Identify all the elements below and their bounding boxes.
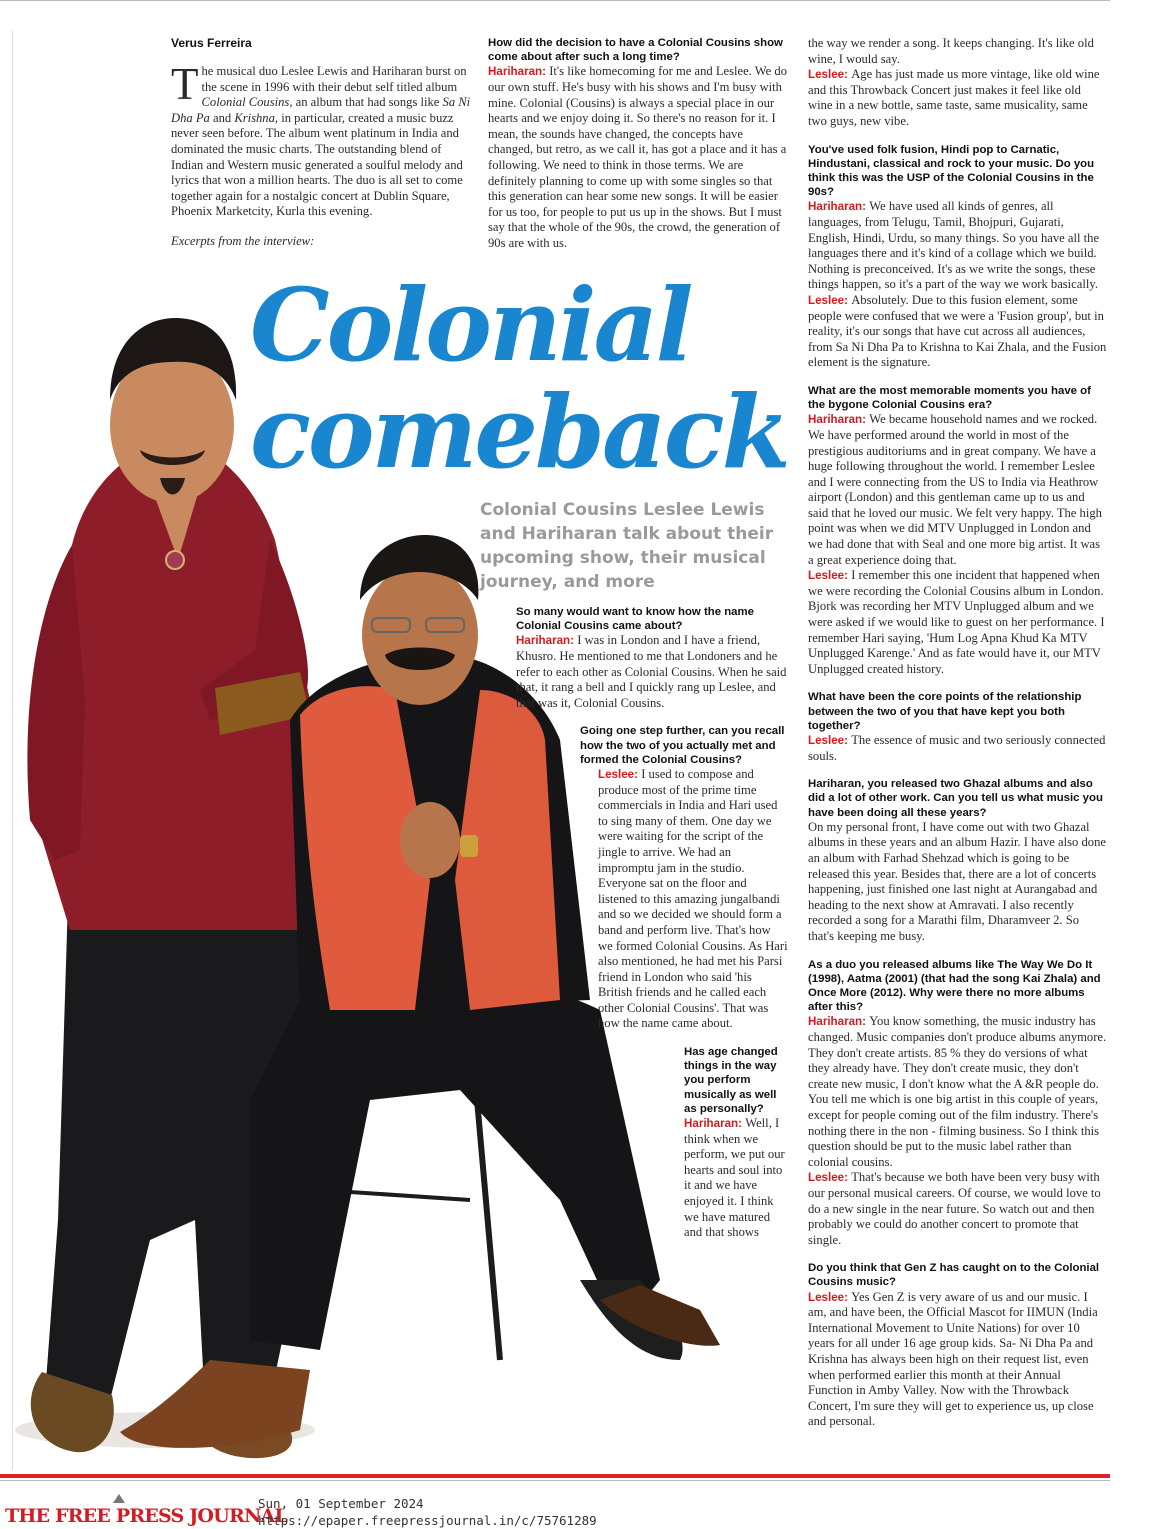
footer-meta (258, 1495, 597, 1529)
answer-text: You know something, the music industry has changed. Music companies don't produce albums anymore. They don't create artists. 85 % they do versions of what they already have. They don't create music, they don't create new music, I don't know what the A &R people do. You tell me which is one big artist in this couple of years, except for people coming out of the film industry. There's nothing there in the non - filming business. So I think this question should be put to the music label rather than colonial cousins. (808, 1014, 1107, 1169)
paragraph: the way we render a song. It keeps changing. It's like old wine, I would say. (808, 36, 1094, 66)
answer-text: I was in London and I have a friend, Khusro. He mentioned to me that Londoners and he refer to each other as Colonial Cousins. When he said that, it rang a bell and I quickly rang up Leslee, and that was it, Colonial Cousins. (516, 633, 787, 710)
question: Hariharan, you released two Ghazal albums and also did a lot of other work. Can you tell us what music you have been doing all these years? (808, 778, 1103, 819)
question: As a duo you released albums like The Way We Do It (1998), Aatma (2001) (that had the song Kai Zhala) and Once More (2012). Why were there no more albums after this? (808, 958, 1101, 1014)
question: Do you think that Gen Z has caught on to the Colonial Cousins music? (808, 1262, 1100, 1289)
answer-text: The essence of music and two seriously connected souls. (808, 733, 1106, 763)
answer-text: I used to compose and produce most of the prime time commercials in India and Hari used to sing many of them. One day we were waiting for the script of the jingle to arrive. We had an impromptu jam in the studio. Everyone sat on the floor and listened to this amazing jungalbandi and so we decided we should form a band and perform live. That's how we formed Colonial Cousins. As Hari also mentioned, he had met his Parsi friend in London who said 'his British friends and he called each other Colonial Cousins'. That was how the name came about. (598, 766, 788, 1031)
answer (808, 293, 1108, 371)
question: You've used folk fusion, Hindi pop to Carnatic, Hindustani, classical and rock to your music. Do you think this was the USP of the Colonial Cousins in the 90s? (808, 143, 1095, 199)
answer (808, 412, 1108, 568)
speaker-label: Leslee: (808, 1171, 852, 1185)
footer-rule (0, 1474, 1110, 1478)
speaker-label: Leslee: (598, 767, 642, 781)
speaker-label: Hariharan: (488, 65, 550, 79)
excerpts-label: Excerpts from the interview: (171, 233, 315, 248)
answer-text: We have used all kinds of genres, all languages, from Telugu, Tamil, Bhojpuri, Gujarati, English, Hindi, Urdu, so many things. So you have all the languages there and it's kind of a collage which we build. Nothing is preconceived. It's as we write the songs, these things happen, so it's a part of the way we work basically. (808, 199, 1100, 292)
dropcap: T (171, 59, 199, 109)
answer (808, 1170, 1108, 1248)
answer (808, 568, 1108, 677)
paragraph: On my personal front, I have come out with two Ghazal albums in these years and an album Hazir. I have also done an album with Farhad Shehzad which is going to be released this year. Besides that, there are a lot of concerts happening, just finished one last night at Aurangabad and heading to the next show at Amravati. I also recently recorded a song for a Marathi film, Dharamveer 2. So that's keeping me busy. (808, 819, 1106, 943)
answer-text: I remember this one incident that happened when we were recording the Colonial Cousins album in London. Bjork was recording her MTV Unplugged album and we were asked if we would like to guest on her performance. I remember Hari saying, 'Hum Log Apna Khud Ka MTV Unplugged Karenge.' And as fate would have it, our MTV Unplugged created history. (808, 568, 1105, 676)
speaker-label: Hariharan: (684, 1117, 746, 1131)
speaker-label: Hariharan: (516, 634, 578, 648)
interview-column-3 (808, 36, 1108, 1430)
intro-paragraph (171, 59, 471, 220)
answer (808, 1014, 1108, 1170)
masthead-logo: THE FREE PRESS JOURNAL (5, 1505, 288, 1527)
headline-line-2: comeback (250, 373, 788, 491)
headline-line-1: Colonial (250, 266, 691, 384)
answer (808, 733, 1108, 764)
question: What are the most memorable moments you have of the bygone Colonial Cousins era? (808, 384, 1091, 412)
speaker-label: Hariharan: (808, 413, 870, 427)
answer-text: Age has just made us more vintage, like old wine and this Throwback Concert just makes it feel like old wine in a new bottle, same taste, same musicality, same two guys, new vibe. (808, 67, 1100, 128)
deck-subheadline: Colonial Cousins Leslee Lewis and Hariharan talk about their upcoming show, their musical journey, and more (480, 500, 774, 592)
speaker-label: Hariharan: (808, 1015, 870, 1029)
answer (808, 67, 1108, 129)
answer-text: Well, I think when we perform, we put our hearts and soul into it and we have enjoyed it. I think we have matured and that shows (684, 1116, 785, 1240)
question: What have been the core points of the relationship between the two of you that have kept you both together? (808, 691, 1082, 732)
answer (488, 64, 788, 251)
answer-text: It's like homecoming for me and Leslee. We do our own stuff. He's busy with his shows and I'm busy with mine. Colonial (Cousins) is always a special place in our hearts and we enjoy doing it. So there's no reason for it. I mean, the sounds have changed, the concepts have changed, but retro, as we call it, has got a place and it has a following. We need to think in those terms. We are definitely planning to come up with some singles so that this generation can hear some new songs. It will be easier for us too, for people to put us up in the shows. But I must say that the whole of the 90s, the crowd, the generation of 90s are with us. (488, 64, 788, 250)
question: So many would want to know how the name Colonial Cousins came about? (516, 606, 754, 633)
speaker-label: Hariharan: (808, 200, 870, 214)
interview-column-2 (488, 36, 788, 252)
speaker-label: Leslee: (808, 68, 852, 82)
answer (808, 199, 1108, 293)
question: Going one step further, can you recall how the two of you actually met and formed the Colonial Cousins? (580, 725, 785, 766)
footer-url[interactable]: https://epaper.freepressjournal.in/c/75761289 (258, 1513, 597, 1528)
interview-column-mid (488, 605, 788, 1241)
answer-text: Yes Gen Z is very aware of us and our music. I am, and have been, the Official Mascot for IIMUN (India International Movement to Unite Nations) for over 10 years for all under 16 age group kids. Sa- Ni Dha Pa and Krishna has always been high on their request list, even when performed earlier this month at their Annual Function in Amby Valley. Now with the Throwback Concert, I'm sure they will get to experience us, up close and personal. (808, 1289, 1098, 1429)
speaker-label: Leslee: (808, 734, 852, 748)
byline: Verus Ferreira (171, 36, 252, 50)
question: How did the decision to have a Colonial Cousins show come about after such a long time? (488, 37, 783, 64)
answer (808, 1290, 1108, 1430)
question: Has age changed things in the way you perform musically as well as personally? (684, 1046, 778, 1115)
speaker-label: Leslee: (808, 293, 852, 307)
intro-text: he musical duo Leslee Lewis and Hariharan burst on the scene in 1996 with their debut self titled album Colonial Cousins, an album that had songs like Sa Ni Dha Pa and Krishna, in particular, created a music buzz never seen before. The album went platinum in India and dominated the music charts. The outstanding blend of Indian and Western music generated a soulful melody and lyrics that won a million hearts. The duo is all set to come together again for a nostalgic concert at Dublin Square, Phoenix Marketcity, Kurla this evening. (171, 64, 471, 219)
answer (598, 767, 788, 1032)
masthead-emblem-icon (112, 1492, 126, 1504)
answer (516, 633, 788, 711)
intro-column (171, 59, 471, 250)
answer-text: Absolutely. Due to this fusion element, some people were confused that we were a 'Fusion group', but in reality, it's our songs that have cut across all audiences, from Sa Ni Dha Pa to Krishna to Kai Zhala, and the Fusion element is the signature. (808, 292, 1107, 370)
footer-date: Sun, 01 September 2024 (258, 1496, 424, 1511)
speaker-label: Leslee: (808, 569, 852, 583)
answer-text: That's because we both have been very busy with our personal musical careers. Of course, we would love to do a new single in the near future. So watch out and then probably we could do another concert to promote that single. (808, 1170, 1101, 1247)
answer (684, 1116, 788, 1241)
footer-rule-thin (0, 1480, 1110, 1481)
speaker-label: Leslee: (808, 1290, 852, 1304)
answer-text: We became household names and we rocked. We have performed around the world in most of the prestigious auditoriums and in great company. We have a huge following throughout the world. I remember Leslee and I were connecting from the US to India via Heathrow airport (London) and this gentleman came up to us and said that he loved our music. We felt very happy. The high point was when we did MTV Unplugged in London and we had done that with Seal and one more big artist. It was a great experience doing that. (808, 412, 1102, 567)
